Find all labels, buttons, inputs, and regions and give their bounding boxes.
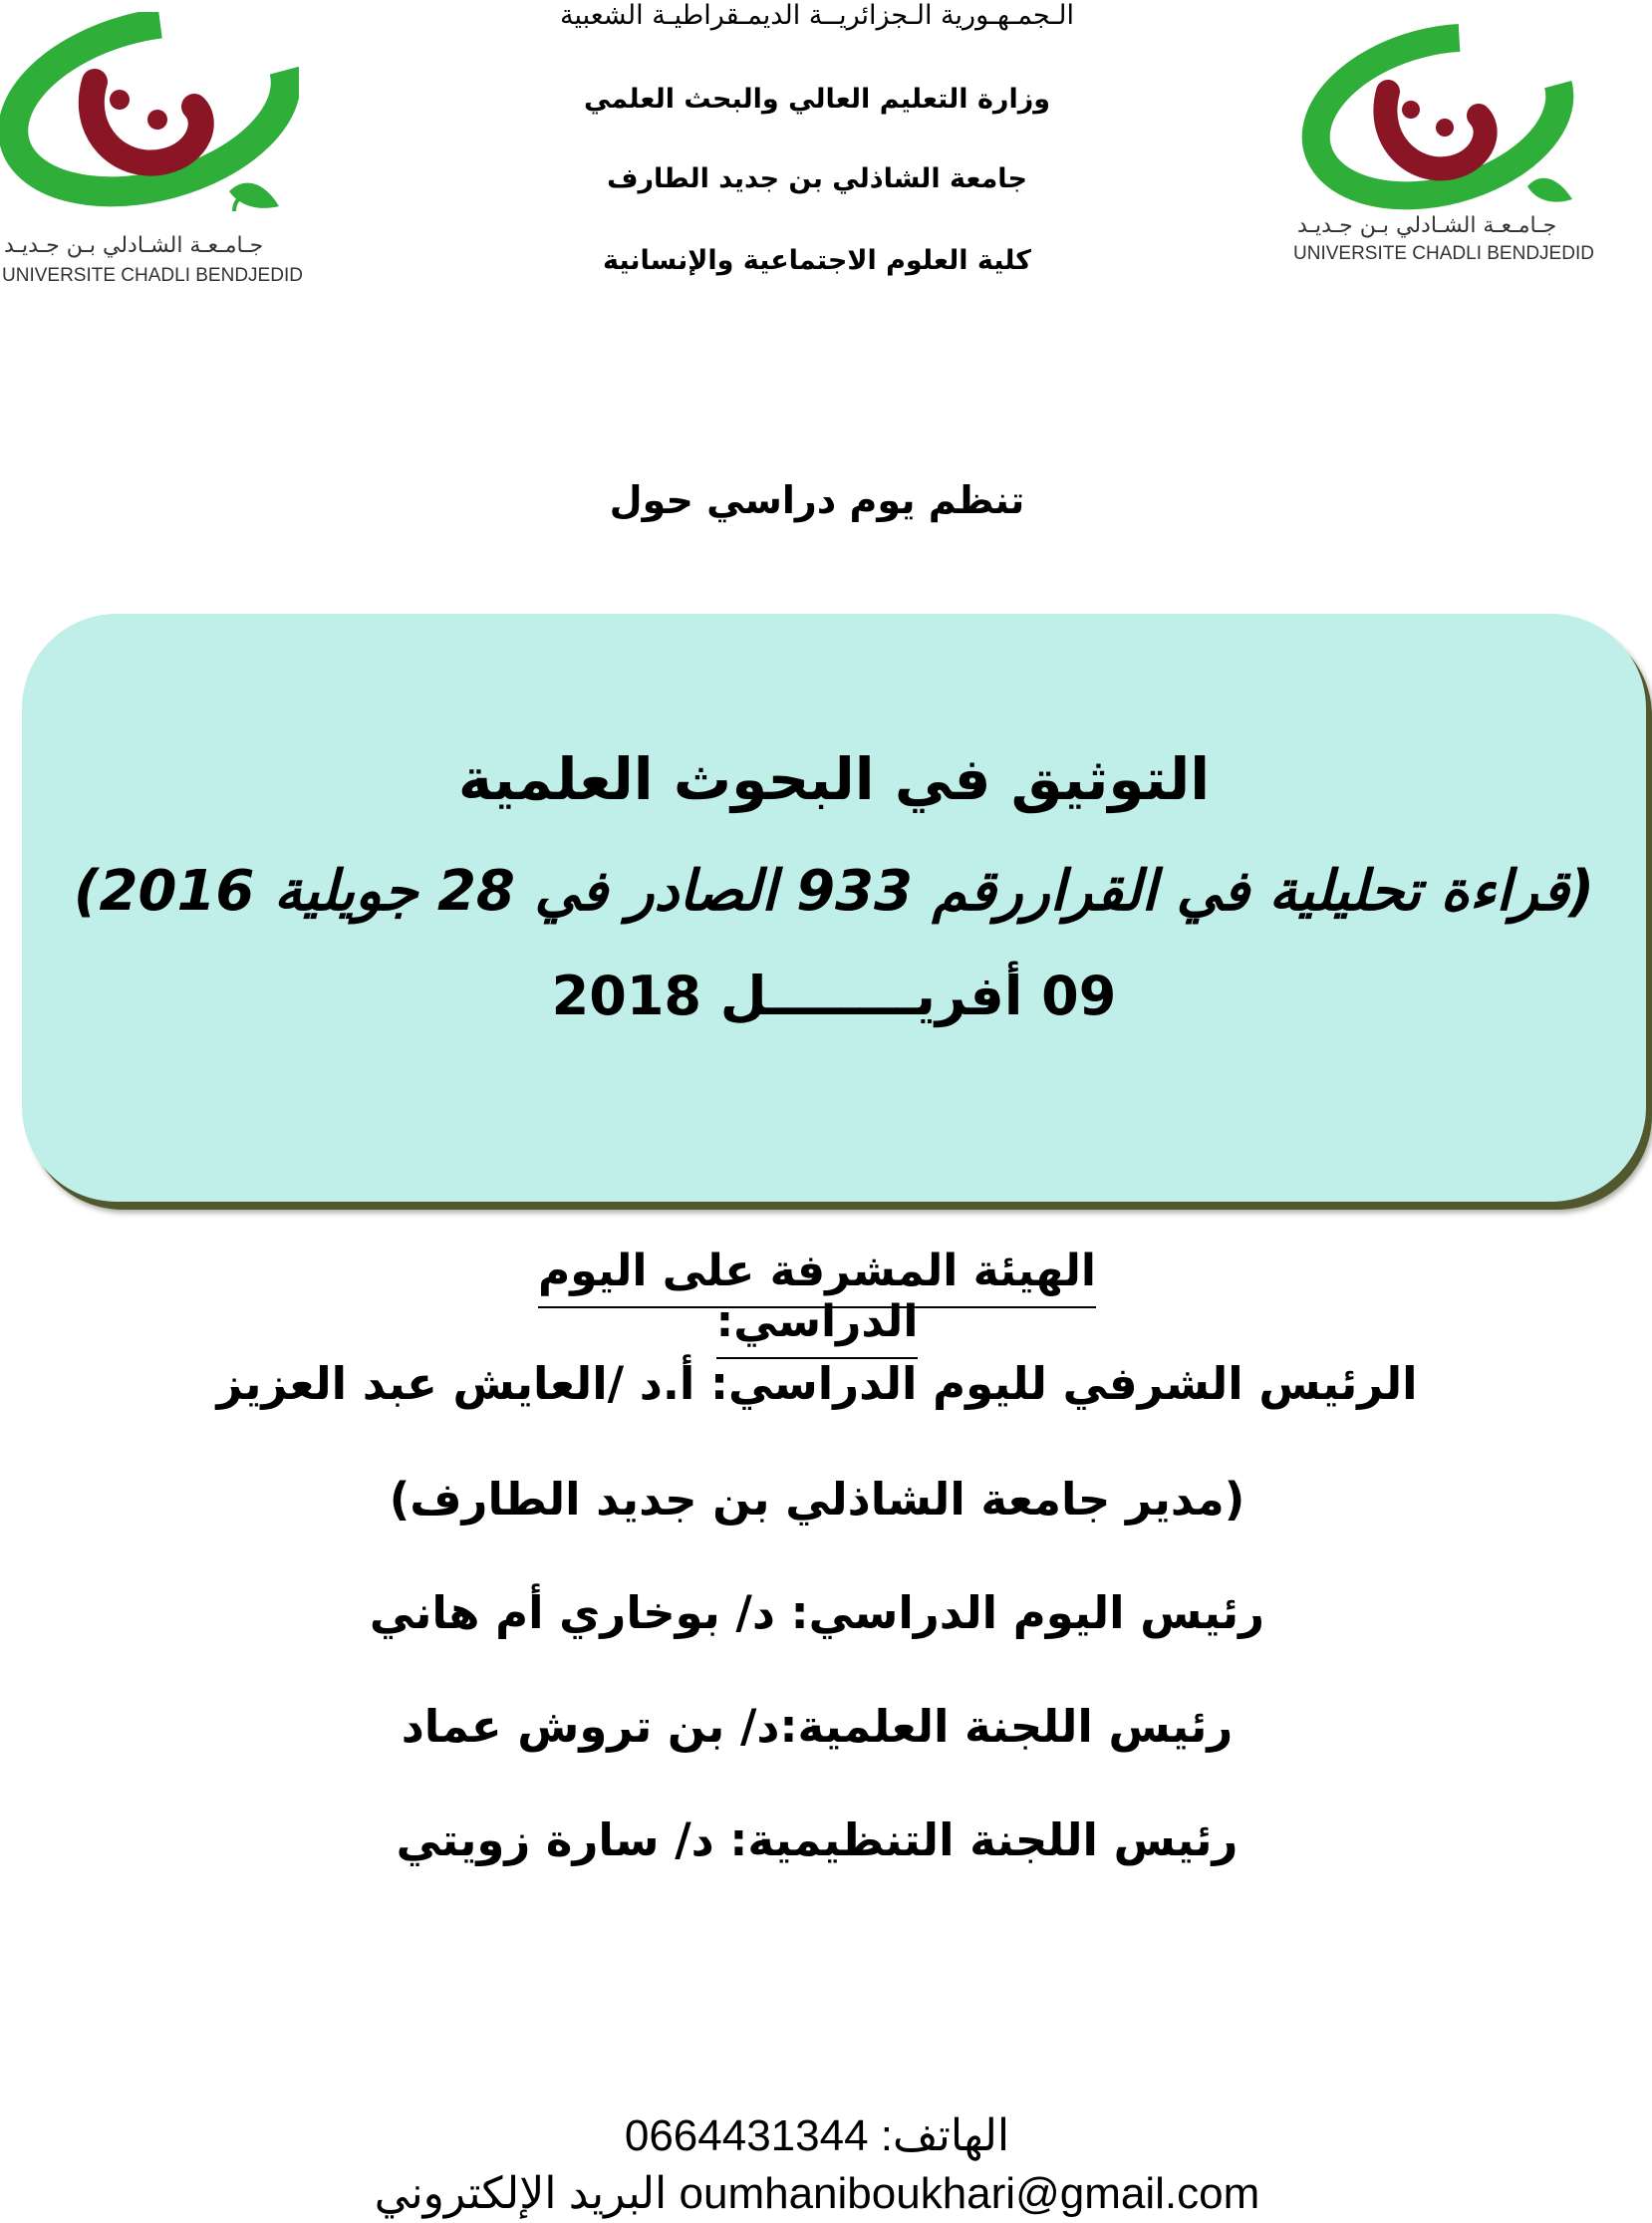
- email-label: البريد الإلكتروني: [374, 2169, 668, 2218]
- committee-line: رئيس اليوم الدراسي: د/ بوخاري أم هاني: [369, 1586, 1265, 1639]
- email-address[interactable]: oumhaniboukhari@gmail.com: [679, 2169, 1260, 2218]
- logo-text-arabic: جـامـعـة الشـادلي بـن جـديـد: [4, 233, 264, 258]
- logo-text-arabic: جـامـعـة الشـادلي بـن جـديـد: [1297, 213, 1557, 238]
- committee-line: الرئيس الشرفي لليوم الدراسي: أ.د /العايش عبد العزيز: [216, 1357, 1418, 1410]
- committee-heading: [468, 1246, 1166, 1347]
- committee-line: رئيس اللجنة التنظيمية: د/ سارة زويتي: [396, 1813, 1239, 1866]
- contact-phone: [199, 2110, 1435, 2161]
- logo-text-french: UNIVERSITE CHADLI BENDJEDID: [2, 265, 303, 286]
- committee-line: رئيس اللجنة العلمية:د/ بن تروش عماد: [401, 1700, 1234, 1753]
- organizes-heading: تنظم يوم دراسي حول: [609, 478, 1025, 522]
- header-ministry: وزارة التعليم العالي والبحث العلمي: [583, 84, 1051, 115]
- university-emblem-icon: [0, 12, 299, 231]
- logo-text-french: UNIVERSITE CHADLI BENDJEDID: [1293, 243, 1594, 264]
- phone-label: الهاتف:: [880, 2111, 1010, 2160]
- contact-email: [199, 2168, 1435, 2219]
- committee-heading-text: الهيئة المشرفة على اليوم الدراسي:: [538, 1246, 1096, 1359]
- university-emblem-icon: [1293, 22, 1592, 221]
- event-date: 09 أفريــــــــل 2018: [551, 965, 1117, 1027]
- event-subtitle: (قراءة تحليلية في القراررقم 933 الصادر في 28 جويلية 2016): [73, 859, 1595, 924]
- header-republic: الـجمـهـورية الـجزائريــة الديمـقراطيـة الشعبية: [560, 0, 1074, 31]
- header-university: جامعة الشاذلي بن جديد الطارف: [607, 163, 1027, 194]
- university-logo-left: [0, 12, 309, 301]
- university-logo-right: [1293, 22, 1602, 311]
- header-faculty: كلية العلوم الاجتماعية والإنسانية: [602, 245, 1032, 276]
- phone-number: 0664431344: [624, 2111, 869, 2160]
- event-title: التوثيق في البحوث العلمية: [457, 745, 1211, 813]
- committee-line: (مدير جامعة الشاذلي بن جديد الطارف): [389, 1473, 1245, 1526]
